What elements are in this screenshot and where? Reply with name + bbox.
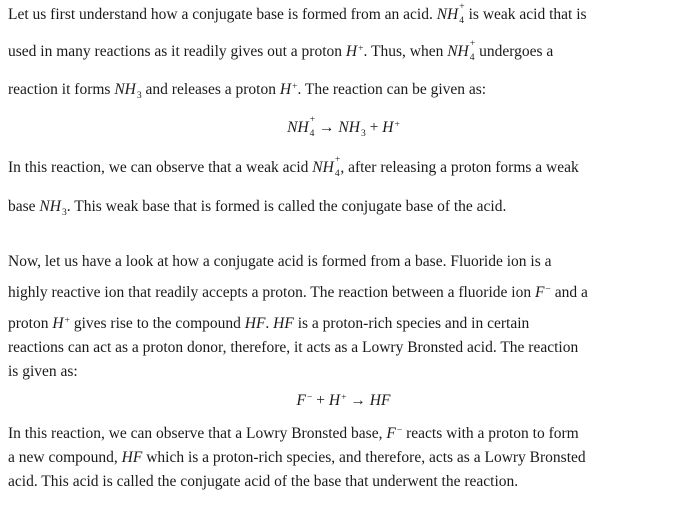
reaction-arrow: → <box>319 119 335 136</box>
p2-line-1: In this reaction, we can observe that a weak acid NH + 4 , after releasing a proton forms a weak <box>8 153 579 180</box>
fluoride-formula: F− <box>296 391 313 409</box>
reaction-arrow: → <box>350 392 366 409</box>
p4-line-2: a new compound, HF which is a proton-rich species, and therefore, acts as a Lowry Bronsted <box>8 449 586 466</box>
ammonium-formula: NH + 4 <box>447 37 476 64</box>
plus-sign: + <box>316 392 326 409</box>
ammonia-formula: $NH_3$ <box>338 119 366 140</box>
p1-line-1: Let us first understand how a conjugate base is formed from an acid. NH + 4 is weak acid that is <box>8 0 587 27</box>
p3-line-3: proton H+ gives rise to the compound HF. HF is a proton-rich species and in certain <box>8 314 530 332</box>
equation-1 <box>0 113 687 140</box>
p2-line-2: base $NH_3$. This weak base that is formed is called the conjugate base of the acid. <box>8 198 507 219</box>
ammonium-formula: NH + 4 <box>312 153 341 180</box>
fluoride-formula: F− <box>534 283 551 301</box>
equation-2 <box>0 392 687 410</box>
p3-line-2: highly reactive ion that readily accepts a proton. The reaction between a fluoride ion F− and a <box>8 283 588 301</box>
proton-formula: H+ <box>328 391 347 409</box>
ammonia-formula: $NH_3$ <box>39 198 67 219</box>
proton-formula: H+ <box>52 314 70 332</box>
hf-formula: HF <box>121 449 143 466</box>
p3-line-5: is given as: <box>8 363 78 380</box>
hf-formula: HF <box>369 392 391 409</box>
ammonium-formula: NH + 4 <box>287 113 316 140</box>
hf-formula: HF <box>244 315 266 332</box>
p4-line-3: acid. This acid is called the conjugate acid of the base that underwent the reaction. <box>8 473 519 490</box>
plus-sign: + <box>369 119 379 136</box>
hf-formula: HF <box>273 315 294 332</box>
p4-line-1: In this reaction, we can observe that a Lowry Bronsted base, F− reacts with a proton to form <box>8 424 579 442</box>
proton-formula: H+ <box>382 118 400 136</box>
p3-line-1: Now, let us have a look at how a conjugate acid is formed from a base. Fluoride ion is a <box>8 253 552 270</box>
p1-line-2: used in many reactions as it readily gives out a proton H+. Thus, when NH + 4 undergoes a <box>8 37 554 64</box>
proton-formula: H+ <box>345 42 364 60</box>
p3-line-4: reactions can act as a proton donor, therefore, it acts as a Lowry Bronsted acid. The reaction <box>8 339 579 356</box>
ammonium-formula: NH + 4 <box>436 0 465 27</box>
proton-formula: H+ <box>279 80 298 98</box>
fluoride-formula: F− <box>386 424 403 442</box>
ammonia-formula: $NH_3$ <box>114 81 142 102</box>
p1-line-3: reaction it forms $NH_3$ and releases a proton H+. The reaction can be given as: <box>8 80 487 102</box>
